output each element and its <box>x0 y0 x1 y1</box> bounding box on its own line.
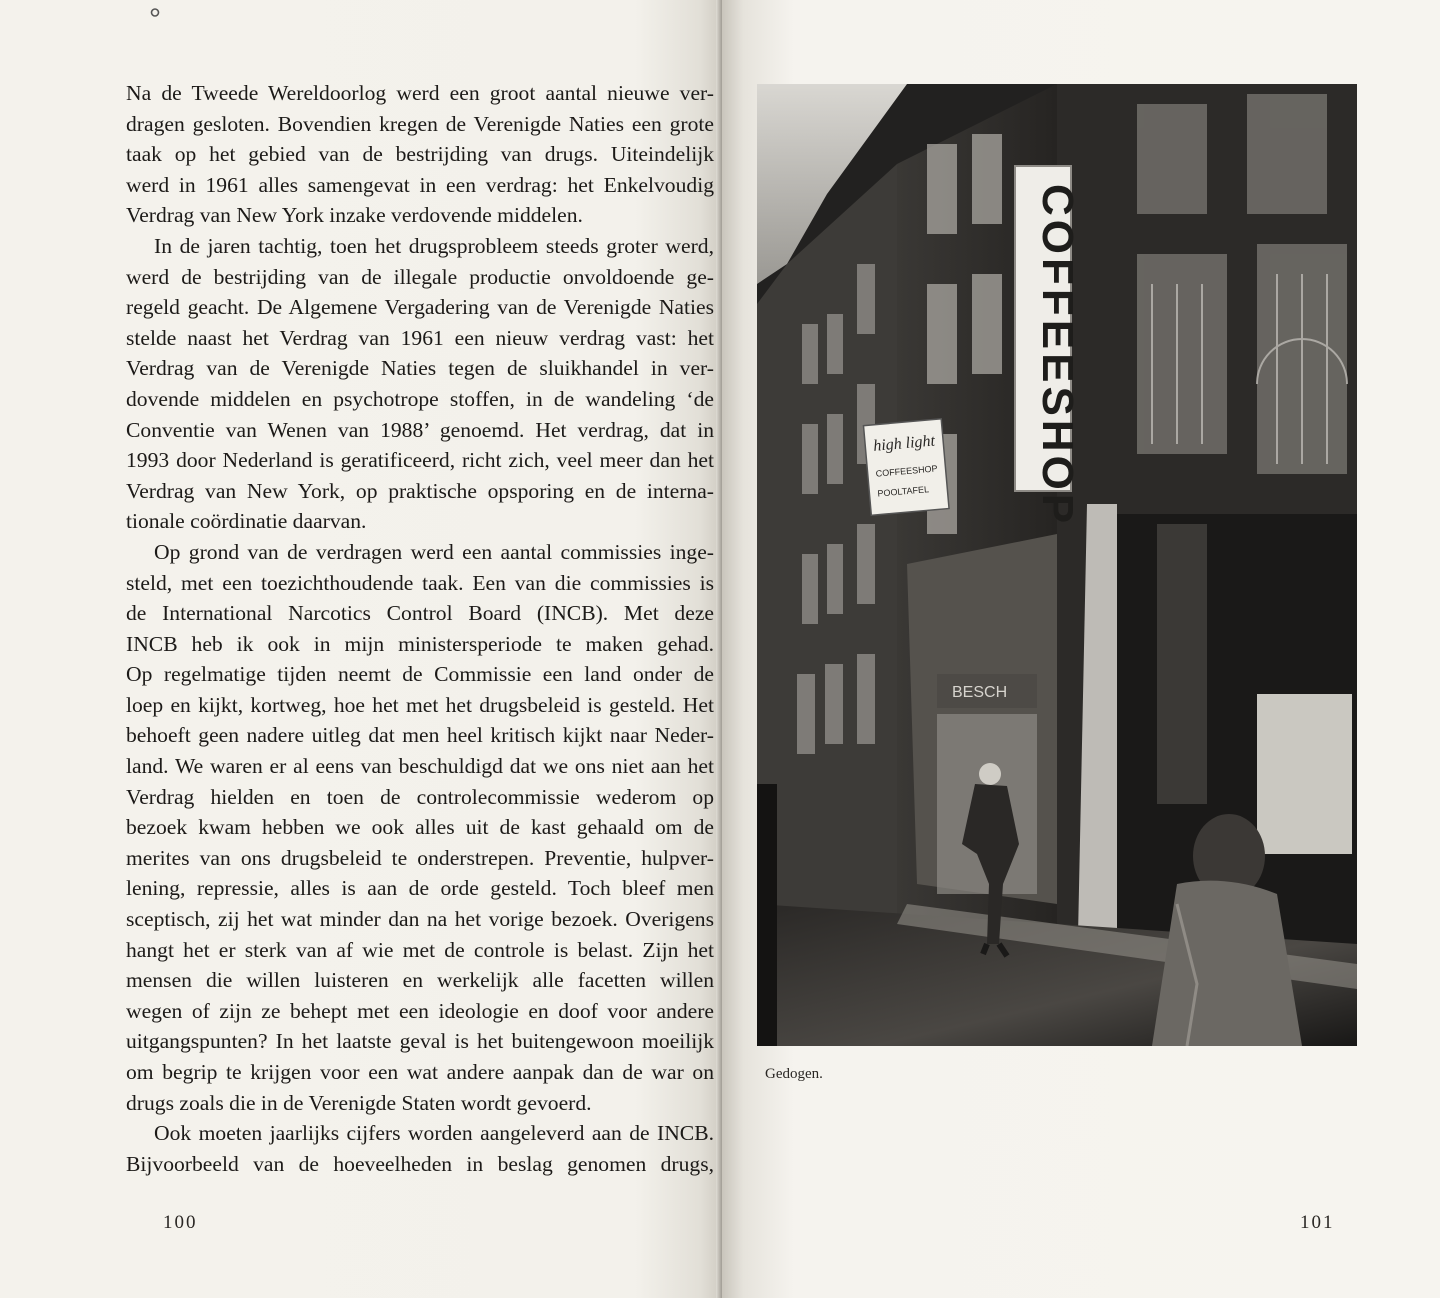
page-number-right: 101 <box>1300 1212 1335 1233</box>
text-line: lening, repressie, alles is aan de orde gesteld. Toch bleef men <box>126 876 714 901</box>
shop-front-text: BESCH <box>952 684 1008 701</box>
text-line: Ook moeten jaarlijks cijfers worden aangeleverd aan de INCB. <box>154 1121 714 1146</box>
text-line: om begrip te krijgen voor een wat andere aanpak dan de war on <box>126 1060 714 1084</box>
paragraph-3 <box>126 537 714 1118</box>
text-line: 1993 door Nederland is geratificeerd, richt zich, veel meer dan het <box>126 448 714 473</box>
text-line: hangt het er sterk van af wie met de controle is belast. Zijn het <box>126 937 714 962</box>
text-line: wegen of zijn ze behept met een ideologie en doof voor andere <box>126 998 714 1023</box>
text-line: Bijvoorbeeld van de hoeveelheden in beslag genomen drugs, <box>126 1151 714 1176</box>
text-line: In de jaren tachtig, toen het drugsprobleem steeds groter werd, <box>154 233 714 258</box>
text-line: bezoek kwam hebben we ook alles uit de kast gehaald om de <box>126 815 714 840</box>
ink-mark-icon <box>150 8 160 17</box>
text-line: merites van ons drugsbeleid te onderstrepen. Preventie, hulpver- <box>126 845 714 870</box>
text-line: Verdrag hielden en toen de controlecommissie wederom op <box>126 784 714 809</box>
text-line: stelde naast het Verdrag van 1961 een nieuw verdrag vast: het <box>126 325 714 350</box>
coffeeshop-vertical-sign: COFFEESHOP <box>1033 184 1082 528</box>
text-line: Verdrag van New York, op praktische opsporing en de interna- <box>126 478 714 503</box>
text-line: land. We waren er al eens van beschuldigd dat we ons niet aan het <box>126 754 714 779</box>
text-line: uitgangspunten? In het laatste geval is het buitengewoon moeilijk <box>126 1029 714 1054</box>
text-line: taak op het gebied van de bestrijding van drugs. Uiteindelijk <box>126 142 714 167</box>
text-line: Na de Tweede Wereldoorlog werd een groot aantal nieuwe ver- <box>126 81 714 105</box>
text-line: steld, met een toezichthoudende taak. Een van die commissies is <box>126 570 714 595</box>
hanging-sign-line3: POOLTAFEL <box>877 484 930 499</box>
text-line: Conventie van Wenen van 1988’ genoemd. Het verdrag, dat in <box>126 417 714 442</box>
text-line: Op regelmatige tijden neemt de Commissie een land onder de <box>126 662 714 687</box>
text-line: behoeft geen nadere uitleg dat men heel kritisch kijkt naar Neder- <box>126 723 714 748</box>
hanging-sign-line2: COFFEESHOP <box>875 463 938 479</box>
text-line: Op grond van de verdragen werd een aantal commissies inge- <box>154 539 714 564</box>
coffeeshop-street-image <box>757 84 1357 1046</box>
text-line: mensen die willen luisteren en werkelijk alle facetten willen <box>126 968 714 993</box>
text-line: werd in 1961 alles samengevat in een verdrag: het Enkelvoudig <box>126 172 714 197</box>
body-text <box>126 78 714 1179</box>
text-line: dovende middelen en psychotrope stoffen, in de wandeling ‘de <box>126 386 714 411</box>
text-line: tionale coördinatie daarvan. <box>126 509 367 534</box>
page-number-left: 100 <box>163 1212 198 1233</box>
text-line: werd de bestrijding van de illegale productie onvoldoende ge- <box>126 264 714 289</box>
hanging-sign-line1: high light <box>872 432 936 455</box>
text-line: drugs zoals die in de Verenigde Staten wordt gevoerd. <box>126 1090 592 1115</box>
text-line: dragen gesloten. Bovendien kregen de Verenigde Naties een grote <box>126 111 714 136</box>
text-line: sceptisch, zij het wat minder dan na het vorige bezoek. Overigens <box>126 907 714 932</box>
text-line: regeld geacht. De Algemene Vergadering van de Verenigde Naties <box>126 295 714 320</box>
text-line: Verdrag van de Verenigde Naties tegen de sluikhandel in ver- <box>126 356 714 381</box>
street-photo <box>757 84 1357 1046</box>
photo-caption: Gedogen. <box>765 1066 823 1082</box>
text-line: INCB heb ik ook in mijn ministersperiode te maken gehad. <box>126 631 714 656</box>
text-line: de International Narcotics Control Board (INCB). Met deze <box>126 601 714 626</box>
paragraph-2 <box>126 231 714 537</box>
text-line: loep en kijkt, kortweg, hoe het met het drugsbeleid is gesteld. Het <box>126 692 714 717</box>
paragraph-1 <box>126 78 714 231</box>
text-line: Verdrag van New York inzake verdovende middelen. <box>126 203 583 228</box>
paragraph-4 <box>126 1118 714 1179</box>
